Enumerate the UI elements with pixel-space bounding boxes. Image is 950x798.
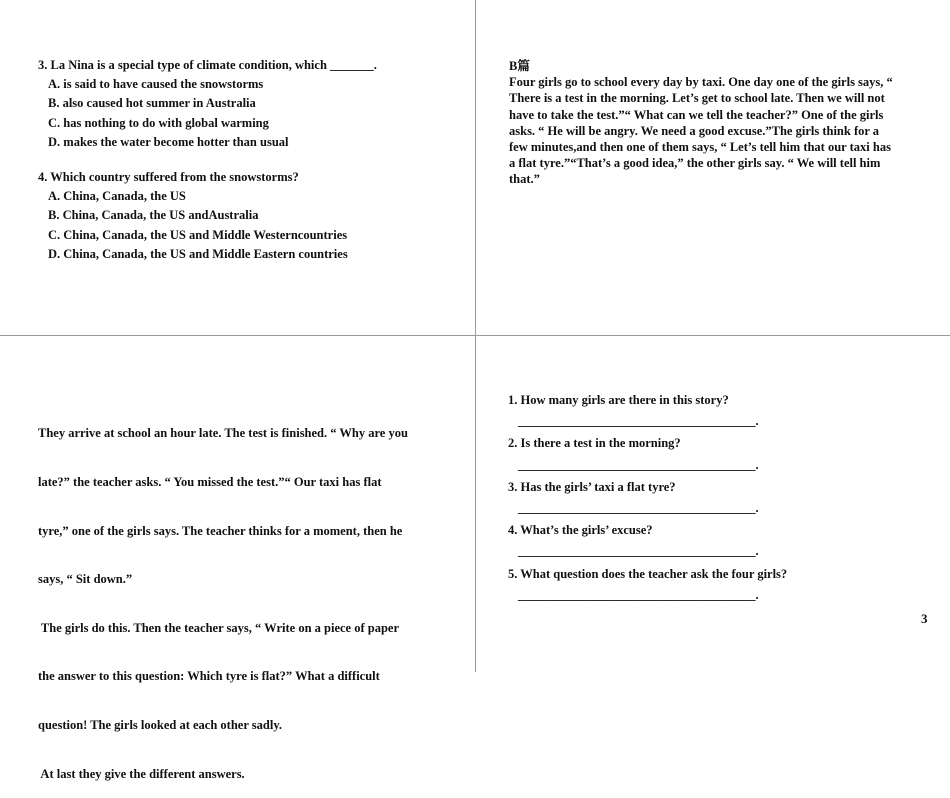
panel-top-right <box>509 58 939 188</box>
option-c: C. has nothing to do with global warming <box>48 115 269 130</box>
passage-line: the answer to this question: Which tyre is flat?” What a difficult <box>38 669 380 684</box>
passage-line: that.” <box>509 172 540 187</box>
vertical-divider <box>475 0 476 672</box>
answer-blank: ______________________________________. <box>518 457 759 472</box>
question-item-5 <box>508 566 938 603</box>
option-d: D. makes the water become hotter than usual <box>48 134 289 149</box>
option-a: A. is said to have caused the snowstorms <box>48 77 264 92</box>
question-text: 1. How many girls are there in this story? <box>508 393 729 407</box>
passage-line: The girls do this. Then the teacher says, “ Write on a piece of paper <box>38 620 399 635</box>
horizontal-divider <box>0 335 950 336</box>
question-text: 2. Is there a test in the morning? <box>508 436 681 451</box>
panel-top-left <box>38 57 468 262</box>
passage-line: tyre,” one of the girls says. The teacher thinks for a moment, then he <box>38 523 403 538</box>
passage-line: few minutes,and then one of them says, “ Let’s tell him that our taxi has <box>509 140 891 155</box>
passage-line: late?” the teacher asks. “ You missed the test.”“ Our taxi has flat <box>38 475 382 490</box>
question-item-3 <box>508 479 938 516</box>
question-block-3 <box>38 57 468 150</box>
panel-bottom-right <box>508 392 938 609</box>
option-b: B. also caused hot summer in Australia <box>48 96 256 111</box>
passage-line: says, “ Sit down.” <box>38 572 133 587</box>
answer-blank: ______________________________________. <box>518 544 759 559</box>
passage-line: They arrive at school an hour late. The test is finished. “ Why are you <box>38 426 408 441</box>
question-text: 4. What’s the girls’ excuse? <box>508 523 653 538</box>
question-block-4 <box>38 169 468 262</box>
answer-blank: ______________________________________. <box>518 501 759 516</box>
answer-blank: ______________________________________. <box>518 414 759 429</box>
page-number: 3 <box>921 611 928 626</box>
question-text: 5. What question does the teacher ask the four girls? <box>508 566 788 581</box>
option-b: B. China, Canada, the US andAustralia <box>48 208 259 223</box>
question-stem: 4. Which country suffered from the snowstorms? <box>38 170 299 185</box>
section-heading: B篇 <box>509 59 530 73</box>
passage-line: have to take the test.”“ What can we tell the teacher?” One of the girls <box>509 107 884 122</box>
option-d: D. China, Canada, the US and Middle Eastern countries <box>48 246 348 261</box>
option-c: C. China, Canada, the US and Middle Westerncountries <box>48 227 348 242</box>
question-item-2 <box>508 435 938 472</box>
passage-line: a flat tyre.”“That’s a good idea,” the other girls say. “ We will tell him <box>509 156 881 171</box>
answer-blank: ______________________________________. <box>518 587 759 602</box>
passage-line: Four girls go to school every day by taxi. One day one of the girls says, “ <box>509 75 893 90</box>
question-text: 3. Has the girls’ taxi a flat tyre? <box>508 479 676 494</box>
passage-line: There is a test in the morning. Let’s get to school late. Then we will not <box>509 91 885 106</box>
passage-line: question! The girls looked at each other sadly. <box>38 718 283 733</box>
option-a: A. China, Canada, the US <box>48 189 186 204</box>
panel-bottom-left <box>38 393 468 798</box>
passage-line: asks. “ He will be angry. We need a good excuse.”The girls think for a <box>509 123 880 138</box>
question-item-4 <box>508 522 938 559</box>
question-stem: 3. La Nina is a special type of climate condition, which _______. <box>38 58 377 72</box>
passage-line: At last they give the different answers. <box>38 766 245 781</box>
question-item-1 <box>508 392 938 429</box>
